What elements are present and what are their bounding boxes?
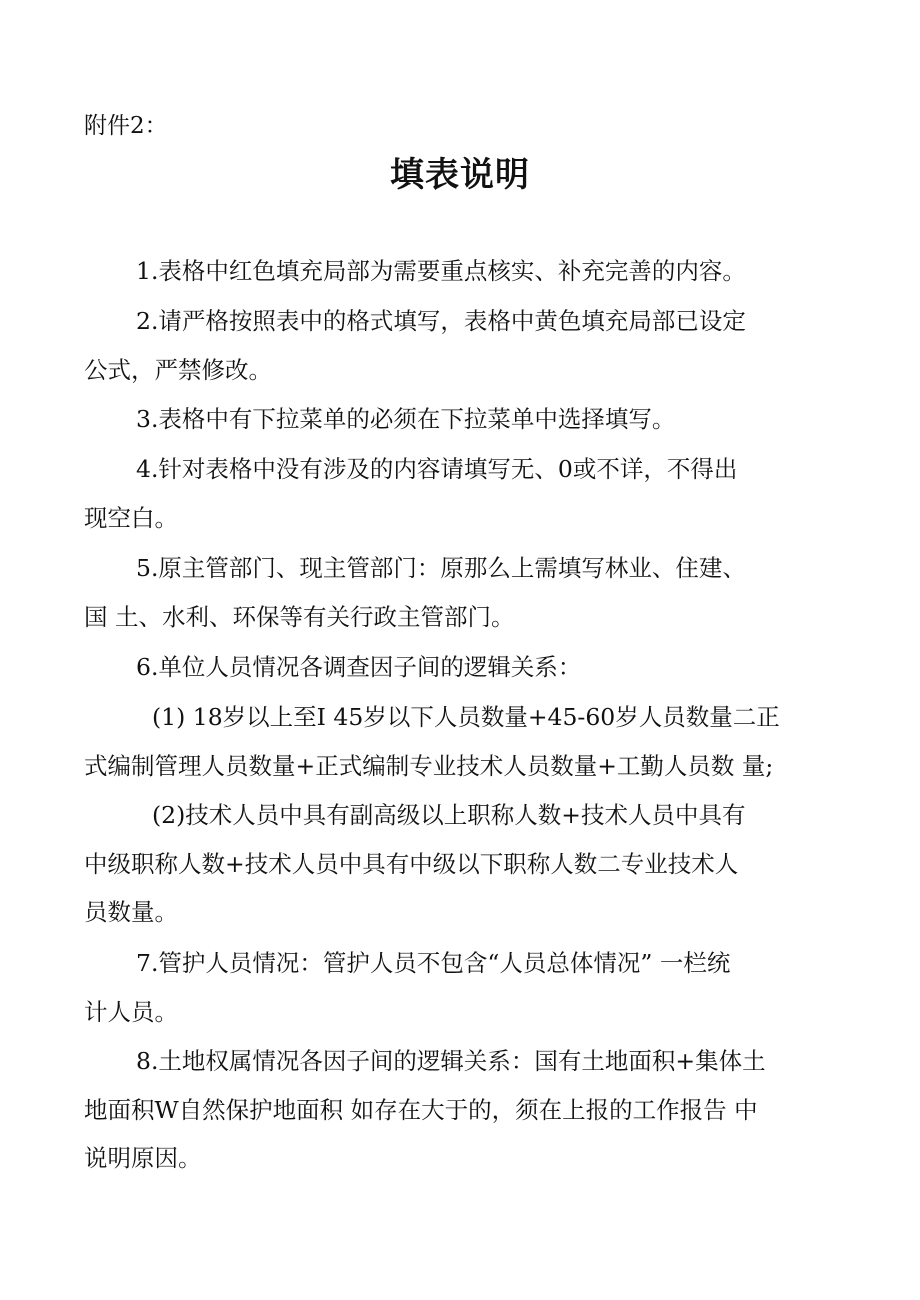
instruction-item-6-2 <box>84 791 864 937</box>
instruction-line: 2.请严格按照表中的格式填写，表格中黄色填充局部已设定 <box>136 307 746 335</box>
instruction-line: 3.表格中有下拉菜单的必须在下拉菜单中选择填写。 <box>136 405 676 433</box>
instruction-item-6-1 <box>84 693 864 790</box>
instruction-line: (2)技术人员中具有副高级以上职称人数+技术人员中具有 <box>152 801 746 829</box>
instruction-line: 式编制管理人员数量+正式编制专业技术人员数量+工勤人员数 量; <box>84 751 774 780</box>
instruction-item-5 <box>84 544 864 641</box>
instruction-item-4 <box>84 445 864 542</box>
instruction-line: 6.单位人员情况各调查因子间的逻辑关系： <box>136 653 582 681</box>
instruction-line: 5.原主管部门、现主管部门：原那么上需填写林业、住建、 <box>136 554 746 582</box>
instruction-line: 7.管护人员情况：管护人员不包含“人员总体情况” 一栏统 <box>136 949 731 977</box>
instruction-line: 国 土、水利、环保等有关行政主管部门。 <box>84 602 515 631</box>
instruction-line: 8.土地权属情况各因子间的逻辑关系：国有土地面积+集体土 <box>136 1047 766 1075</box>
page-title: 填表说明 <box>390 155 530 195</box>
instruction-item-6 <box>84 643 864 692</box>
instruction-line: 公式，严禁修改。 <box>84 355 272 384</box>
instruction-line: (1) 18岁以上至I 45岁以下人员数量+45-60岁人员数量二正 <box>152 703 780 731</box>
instruction-line: 1.表格中红色填充局部为需要重点核实、补充完善的内容。 <box>136 257 746 285</box>
instruction-item-8 <box>84 1037 864 1183</box>
attachment-label: 附件2： <box>84 113 168 139</box>
instruction-item-7 <box>84 939 864 1036</box>
instruction-item-2 <box>84 297 864 394</box>
instruction-line: 中级职称人数+技术人员中具有中级以下职称人数二专业技术人 <box>84 849 739 878</box>
instruction-line: 说明原因。 <box>84 1144 202 1172</box>
instruction-line: 员数量。 <box>84 898 178 926</box>
instruction-item-1 <box>84 247 864 296</box>
instruction-line: 4.针对表格中没有涉及的内容请填写无、0或不详，不得出 <box>136 455 738 483</box>
instruction-line: 计人员。 <box>84 997 178 1026</box>
instruction-item-3 <box>84 395 864 444</box>
instruction-line: 地面积W自然保护地面积 如存在大于的，须在上报的工作报告 中 <box>84 1095 758 1124</box>
instruction-line: 现空白。 <box>84 503 178 532</box>
